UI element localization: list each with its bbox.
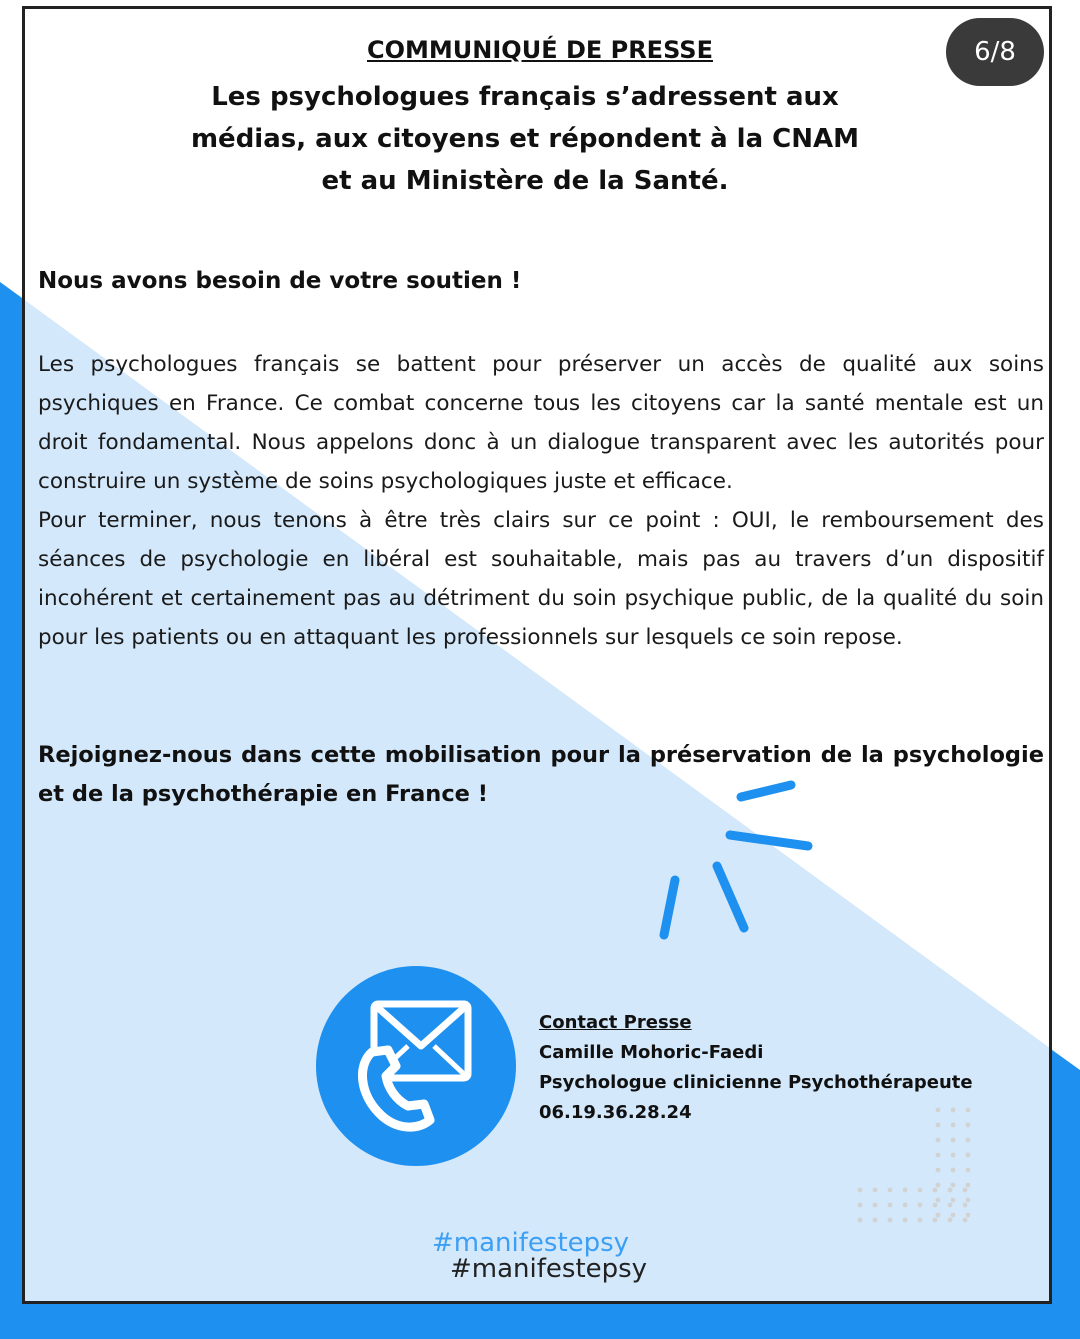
hashtag-secondary: #manifestepsy [450,1254,648,1284]
title-line: médias, aux citoyens et répondent à la CNAM [190,124,860,154]
contact-title: Contact Presse [539,1012,692,1033]
page-indicator-badge: 6/8 [946,18,1044,86]
contact-name: Camille Mohoric-Faedi [539,1042,764,1063]
contact-block [539,1008,973,1128]
press-release-label: COMMUNIQUÉ DE PRESSE [367,36,713,64]
contact-role: Psychologue clinicienne Psychothérapeute [539,1072,973,1093]
contact-phone: 06.19.36.28.24 [539,1102,692,1123]
hashtag-primary: #manifestepsy [432,1228,630,1258]
body-paragraph: Les psychologues français se battent pour préserver un accès de qualité aux soins psychiques en France. Ce combat concerne tous les citoyens car la santé mentale est un droit fondamental. Nous appelons donc à un dialogue transparent avec les autorités pour construire un système de soins psychologiques juste et efficace. [38,352,1044,494]
body-text [38,345,1044,657]
body-paragraph: Pour terminer, nous tenons à être très clairs sur ce point : OUI, le remboursement des séances de psychologie en libéral est souhaitable, mais pas au travers d’un dispositif incohérent et certainement pas au détriment du soin psychique public, de la qualité du soin pour les patients ou en attaquant les professionnels sur lesquels ce soin repose. [38,508,1044,650]
title-line: et au Ministère de la Santé. [321,166,729,196]
section-heading: Nous avons besoin de votre soutien ! [38,268,522,294]
call-to-action: Rejoignez-nous dans cette mobilisation pour la préservation de la psychologie et de la psychothérapie en France ! [38,742,1044,807]
page-title [170,76,880,202]
title-line: Les psychologues français s’adressent aux [211,82,839,112]
